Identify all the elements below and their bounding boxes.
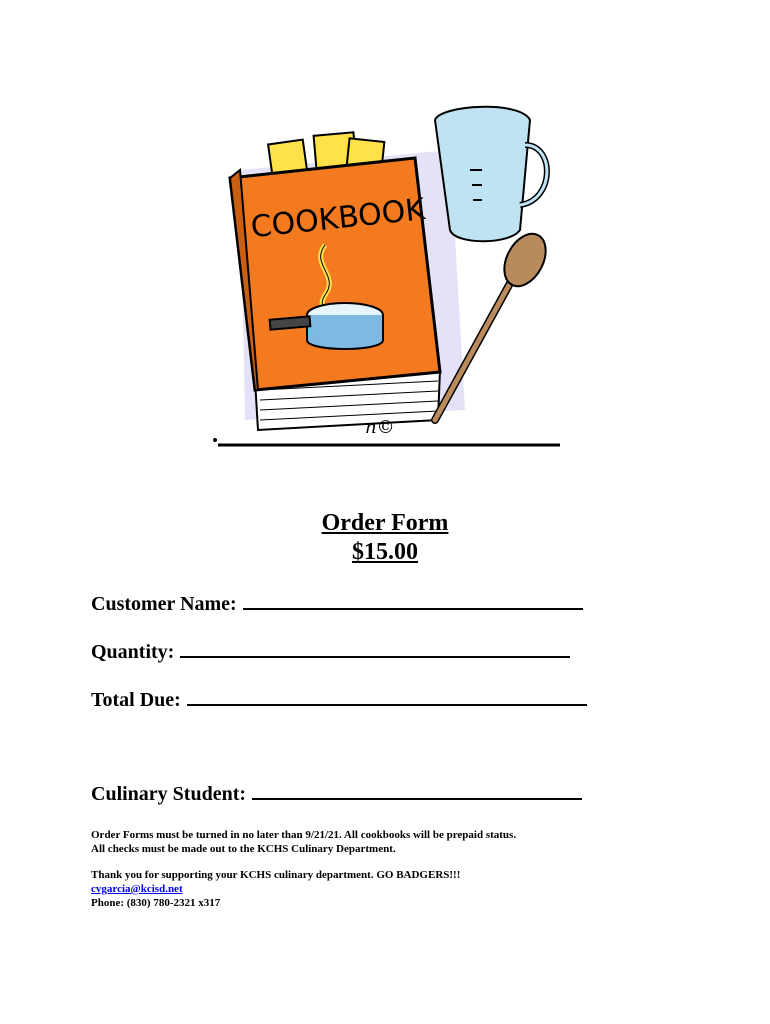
order-notes xyxy=(91,828,516,910)
deadline-note: Order Forms must be turned in no later than 9/21/21. All cookbooks will be prepaid status. xyxy=(91,829,517,841)
contact-phone: Phone: (830) 780-2321 x317 xyxy=(91,897,221,909)
quantity-label: Quantity: xyxy=(91,641,175,663)
culinary-student-field xyxy=(91,782,582,806)
contact-email-link[interactable]: cvgarcia@kcisd.net xyxy=(91,883,183,895)
measuring-cup xyxy=(435,107,530,241)
quantity-field xyxy=(91,640,570,664)
total-due-label: Total Due: xyxy=(91,689,181,711)
artist-signature: n© xyxy=(365,417,395,438)
culinary-student-blank[interactable] xyxy=(252,782,582,800)
thank-you-note: Thank you for supporting your KCHS culinary department. GO BADGERS!!! xyxy=(91,869,461,881)
total-due-blank[interactable] xyxy=(187,688,587,706)
checks-note: All checks must be made out to the KCHS Culinary Department. xyxy=(91,843,396,855)
customer-name-label: Customer Name: xyxy=(91,593,237,615)
total-due-field xyxy=(91,688,587,712)
order-form-title: Order Form xyxy=(321,510,449,536)
cookbook-clipart xyxy=(200,90,570,460)
quantity-blank[interactable] xyxy=(180,640,570,658)
customer-name-field xyxy=(91,592,583,616)
cover-title: COOKBOOK xyxy=(249,192,427,246)
order-form-price: $15.00 xyxy=(352,539,418,565)
customer-name-blank[interactable] xyxy=(243,592,583,610)
pot xyxy=(307,315,383,349)
cookbook-illustration xyxy=(200,90,570,460)
culinary-student-label: Culinary Student: xyxy=(91,783,247,805)
